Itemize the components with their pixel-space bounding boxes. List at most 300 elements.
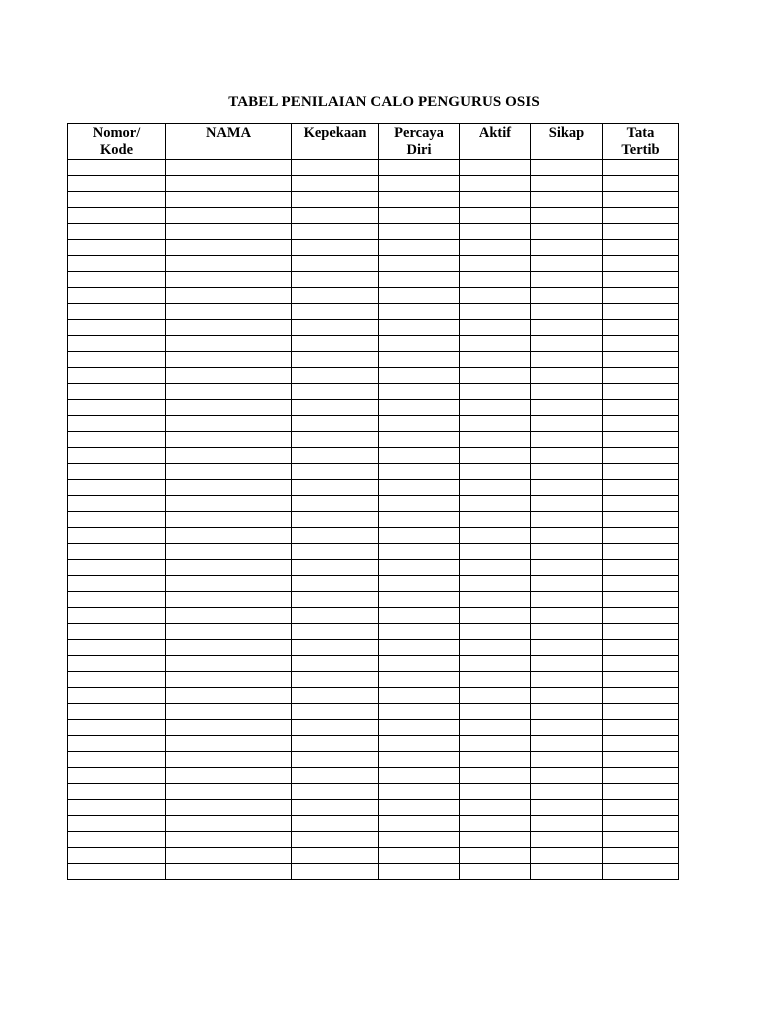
table-cell	[379, 800, 460, 816]
table-cell	[603, 400, 679, 416]
table-cell	[531, 736, 603, 752]
table-cell	[68, 432, 166, 448]
table-row	[68, 800, 679, 816]
table-cell	[379, 864, 460, 880]
table-cell	[531, 240, 603, 256]
table-cell	[292, 544, 379, 560]
table-cell	[292, 464, 379, 480]
table-cell	[68, 368, 166, 384]
table-cell	[292, 240, 379, 256]
table-cell	[166, 768, 292, 784]
table-row	[68, 592, 679, 608]
table-cell	[292, 576, 379, 592]
table-cell	[68, 224, 166, 240]
table-row	[68, 752, 679, 768]
table-cell	[379, 192, 460, 208]
table-cell	[292, 608, 379, 624]
table-cell	[460, 688, 531, 704]
table-cell	[603, 784, 679, 800]
table-cell	[460, 240, 531, 256]
table-cell	[531, 496, 603, 512]
table-cell	[460, 592, 531, 608]
table-cell	[603, 160, 679, 176]
table-cell	[379, 704, 460, 720]
table-row	[68, 672, 679, 688]
table-cell	[603, 240, 679, 256]
table-cell	[460, 160, 531, 176]
table-cell	[603, 800, 679, 816]
table-cell	[68, 608, 166, 624]
table-cell	[603, 512, 679, 528]
table-cell	[68, 272, 166, 288]
table-cell	[531, 608, 603, 624]
table-row	[68, 432, 679, 448]
table-row	[68, 848, 679, 864]
table-cell	[68, 208, 166, 224]
header-text: Nomor/	[92, 125, 141, 141]
table-cell	[379, 608, 460, 624]
table-cell	[531, 576, 603, 592]
table-cell	[166, 448, 292, 464]
table-row	[68, 416, 679, 432]
table-cell	[292, 688, 379, 704]
table-cell	[166, 752, 292, 768]
table-cell	[166, 160, 292, 176]
header-text: Sikap	[548, 125, 585, 141]
table-cell	[166, 784, 292, 800]
header-text: Kode	[99, 142, 134, 158]
table-cell	[166, 304, 292, 320]
table-cell	[531, 432, 603, 448]
table-cell	[68, 672, 166, 688]
table-cell	[379, 272, 460, 288]
table-cell	[68, 816, 166, 832]
table-cell	[460, 448, 531, 464]
table-cell	[603, 560, 679, 576]
table-cell	[166, 672, 292, 688]
table-row	[68, 640, 679, 656]
table-row	[68, 864, 679, 880]
table-cell	[166, 816, 292, 832]
table-cell	[292, 800, 379, 816]
table-cell	[531, 592, 603, 608]
table-cell	[531, 848, 603, 864]
table-cell	[460, 416, 531, 432]
table-cell	[603, 848, 679, 864]
table-cell	[603, 416, 679, 432]
table-cell	[531, 160, 603, 176]
table-cell	[166, 688, 292, 704]
table-cell	[379, 784, 460, 800]
table-cell	[68, 192, 166, 208]
table-cell	[460, 176, 531, 192]
table-cell	[379, 448, 460, 464]
table-cell	[531, 688, 603, 704]
table-cell	[166, 384, 292, 400]
table-cell	[292, 224, 379, 240]
table-cell	[292, 384, 379, 400]
table-cell	[379, 672, 460, 688]
table-cell	[166, 400, 292, 416]
table-cell	[379, 752, 460, 768]
table-cell	[68, 496, 166, 512]
table-cell	[379, 560, 460, 576]
table-cell	[166, 192, 292, 208]
table-cell	[379, 304, 460, 320]
table-cell	[531, 816, 603, 832]
table-row	[68, 336, 679, 352]
table-cell	[68, 640, 166, 656]
table-cell	[531, 720, 603, 736]
table-cell	[379, 160, 460, 176]
table-cell	[460, 720, 531, 736]
table-cell	[460, 192, 531, 208]
table-cell	[603, 752, 679, 768]
table-cell	[166, 864, 292, 880]
table-row	[68, 176, 679, 192]
table-cell	[379, 656, 460, 672]
table-row	[68, 256, 679, 272]
table-cell	[379, 832, 460, 848]
table-cell	[166, 656, 292, 672]
table-cell	[68, 752, 166, 768]
table-cell	[603, 688, 679, 704]
table-cell	[460, 352, 531, 368]
table-cell	[379, 624, 460, 640]
table-cell	[379, 368, 460, 384]
table-cell	[531, 544, 603, 560]
table-cell	[68, 288, 166, 304]
table-cell	[68, 160, 166, 176]
table-cell	[379, 416, 460, 432]
table-row	[68, 192, 679, 208]
table-cell	[68, 576, 166, 592]
table-cell	[603, 288, 679, 304]
table-cell	[166, 640, 292, 656]
table-cell	[166, 512, 292, 528]
table-row	[68, 784, 679, 800]
table-cell	[379, 224, 460, 240]
table-cell	[603, 528, 679, 544]
table-cell	[166, 480, 292, 496]
table-cell	[603, 656, 679, 672]
table-cell	[460, 704, 531, 720]
table-cell	[292, 720, 379, 736]
table-cell	[531, 208, 603, 224]
table-cell	[292, 528, 379, 544]
table-cell	[166, 224, 292, 240]
table-cell	[166, 720, 292, 736]
table-cell	[531, 304, 603, 320]
table-cell	[68, 560, 166, 576]
table-cell	[292, 176, 379, 192]
table-cell	[292, 656, 379, 672]
table-cell	[292, 400, 379, 416]
table-cell	[531, 384, 603, 400]
table-cell	[68, 624, 166, 640]
table-cell	[460, 640, 531, 656]
table-cell	[68, 656, 166, 672]
table-cell	[531, 624, 603, 640]
table-cell	[531, 512, 603, 528]
table-row	[68, 528, 679, 544]
table-cell	[166, 336, 292, 352]
table-cell	[531, 336, 603, 352]
table-cell	[460, 656, 531, 672]
table-cell	[292, 320, 379, 336]
table-cell	[603, 320, 679, 336]
table-cell	[460, 432, 531, 448]
table-cell	[166, 704, 292, 720]
header-text: Kepekaan	[303, 125, 367, 141]
table-cell	[292, 336, 379, 352]
table-cell	[166, 416, 292, 432]
table-row	[68, 384, 679, 400]
table-cell	[68, 448, 166, 464]
table-cell	[379, 816, 460, 832]
table-cell	[292, 368, 379, 384]
table-cell	[603, 832, 679, 848]
table-cell	[292, 736, 379, 752]
table-cell	[379, 288, 460, 304]
table-cell	[531, 464, 603, 480]
table-cell	[460, 400, 531, 416]
table-row	[68, 208, 679, 224]
header-kepekaan	[292, 124, 379, 160]
table-cell	[603, 720, 679, 736]
table-cell	[460, 496, 531, 512]
table-row	[68, 448, 679, 464]
table-cell	[379, 592, 460, 608]
table-cell	[531, 352, 603, 368]
table-cell	[460, 256, 531, 272]
table-cell	[460, 576, 531, 592]
table-row	[68, 816, 679, 832]
table-cell	[292, 480, 379, 496]
table-cell	[603, 736, 679, 752]
table-cell	[68, 336, 166, 352]
table-cell	[292, 560, 379, 576]
table-cell	[379, 512, 460, 528]
table-cell	[379, 768, 460, 784]
table-cell	[68, 176, 166, 192]
table-cell	[68, 688, 166, 704]
table-cell	[292, 208, 379, 224]
table-cell	[531, 192, 603, 208]
table-cell	[292, 864, 379, 880]
table-cell	[166, 544, 292, 560]
table-cell	[166, 432, 292, 448]
table-cell	[460, 848, 531, 864]
table-cell	[68, 512, 166, 528]
table-row	[68, 368, 679, 384]
table-cell	[166, 240, 292, 256]
table-cell	[292, 448, 379, 464]
table-cell	[292, 416, 379, 432]
table-cell	[460, 336, 531, 352]
table-cell	[166, 592, 292, 608]
table-cell	[68, 400, 166, 416]
table-cell	[292, 352, 379, 368]
table-cell	[292, 624, 379, 640]
table-cell	[460, 560, 531, 576]
table-cell	[379, 384, 460, 400]
table-cell	[166, 624, 292, 640]
table-cell	[603, 368, 679, 384]
table-cell	[379, 544, 460, 560]
table-cell	[166, 608, 292, 624]
table-cell	[68, 352, 166, 368]
table-cell	[531, 416, 603, 432]
table-cell	[68, 320, 166, 336]
table-cell	[460, 624, 531, 640]
table-cell	[603, 224, 679, 240]
table-cell	[68, 256, 166, 272]
table-body	[68, 160, 679, 880]
table-cell	[68, 848, 166, 864]
table-cell	[292, 256, 379, 272]
table-cell	[531, 176, 603, 192]
table-cell	[68, 592, 166, 608]
table-cell	[166, 272, 292, 288]
table-cell	[531, 272, 603, 288]
table-cell	[531, 256, 603, 272]
table-cell	[603, 336, 679, 352]
table-cell	[68, 544, 166, 560]
table-cell	[531, 704, 603, 720]
table-cell	[292, 784, 379, 800]
table-cell	[166, 560, 292, 576]
table-cell	[603, 208, 679, 224]
table-cell	[166, 832, 292, 848]
table-row	[68, 320, 679, 336]
table-cell	[603, 544, 679, 560]
table-cell	[292, 832, 379, 848]
table-row	[68, 688, 679, 704]
table-cell	[531, 320, 603, 336]
table-cell	[292, 752, 379, 768]
table-row	[68, 704, 679, 720]
table-row	[68, 768, 679, 784]
table-row	[68, 560, 679, 576]
table-cell	[460, 512, 531, 528]
table-row	[68, 352, 679, 368]
table-cell	[379, 256, 460, 272]
table-cell	[460, 480, 531, 496]
table-cell	[531, 832, 603, 848]
table-cell	[460, 320, 531, 336]
table-cell	[292, 272, 379, 288]
table-cell	[68, 528, 166, 544]
table-cell	[603, 192, 679, 208]
table-cell	[603, 640, 679, 656]
table-cell	[379, 528, 460, 544]
table-cell	[460, 672, 531, 688]
table-cell	[531, 640, 603, 656]
table-cell	[68, 864, 166, 880]
table-cell	[379, 848, 460, 864]
table-cell	[531, 672, 603, 688]
table-cell	[68, 464, 166, 480]
header-percaya-diri	[379, 124, 460, 160]
table-row	[68, 496, 679, 512]
table-cell	[292, 160, 379, 176]
table-cell	[166, 256, 292, 272]
table-row	[68, 288, 679, 304]
table-cell	[603, 624, 679, 640]
table-cell	[531, 560, 603, 576]
table-cell	[379, 736, 460, 752]
table-cell	[379, 496, 460, 512]
table-cell	[603, 864, 679, 880]
table-cell	[460, 864, 531, 880]
table-cell	[68, 800, 166, 816]
table-cell	[460, 368, 531, 384]
table-cell	[460, 832, 531, 848]
table-cell	[379, 336, 460, 352]
table-cell	[603, 704, 679, 720]
table-cell	[460, 384, 531, 400]
table-cell	[166, 496, 292, 512]
table-cell	[460, 224, 531, 240]
table-cell	[166, 352, 292, 368]
table-cell	[379, 208, 460, 224]
table-cell	[379, 480, 460, 496]
table-cell	[379, 576, 460, 592]
table-cell	[379, 320, 460, 336]
table-cell	[460, 816, 531, 832]
table-cell	[292, 640, 379, 656]
table-cell	[531, 784, 603, 800]
table-row	[68, 736, 679, 752]
table-cell	[166, 368, 292, 384]
table-cell	[603, 592, 679, 608]
table-cell	[379, 352, 460, 368]
table-cell	[68, 784, 166, 800]
table-cell	[603, 464, 679, 480]
table-cell	[292, 672, 379, 688]
table-cell	[460, 784, 531, 800]
table-row	[68, 464, 679, 480]
table-cell	[292, 432, 379, 448]
table-cell	[603, 672, 679, 688]
table-cell	[68, 704, 166, 720]
table-cell	[531, 656, 603, 672]
table-cell	[166, 320, 292, 336]
header-text: Tertib	[621, 142, 660, 158]
header-text: Diri	[406, 142, 432, 158]
table-cell	[460, 752, 531, 768]
table-cell	[68, 240, 166, 256]
table-cell	[531, 480, 603, 496]
header-text: NAMA	[205, 125, 252, 141]
table-cell	[292, 848, 379, 864]
table-cell	[379, 400, 460, 416]
table-cell	[603, 304, 679, 320]
table-row	[68, 240, 679, 256]
table-cell	[531, 448, 603, 464]
page-title: TABEL PENILAIAN CALO PENGURUS OSIS	[228, 94, 540, 110]
table-cell	[460, 528, 531, 544]
table-row	[68, 544, 679, 560]
header-text: Percaya	[394, 125, 444, 141]
table-cell	[166, 176, 292, 192]
table-cell	[531, 528, 603, 544]
header-text: Aktif	[478, 125, 512, 141]
table-cell	[68, 384, 166, 400]
table-cell	[292, 288, 379, 304]
table-cell	[460, 272, 531, 288]
